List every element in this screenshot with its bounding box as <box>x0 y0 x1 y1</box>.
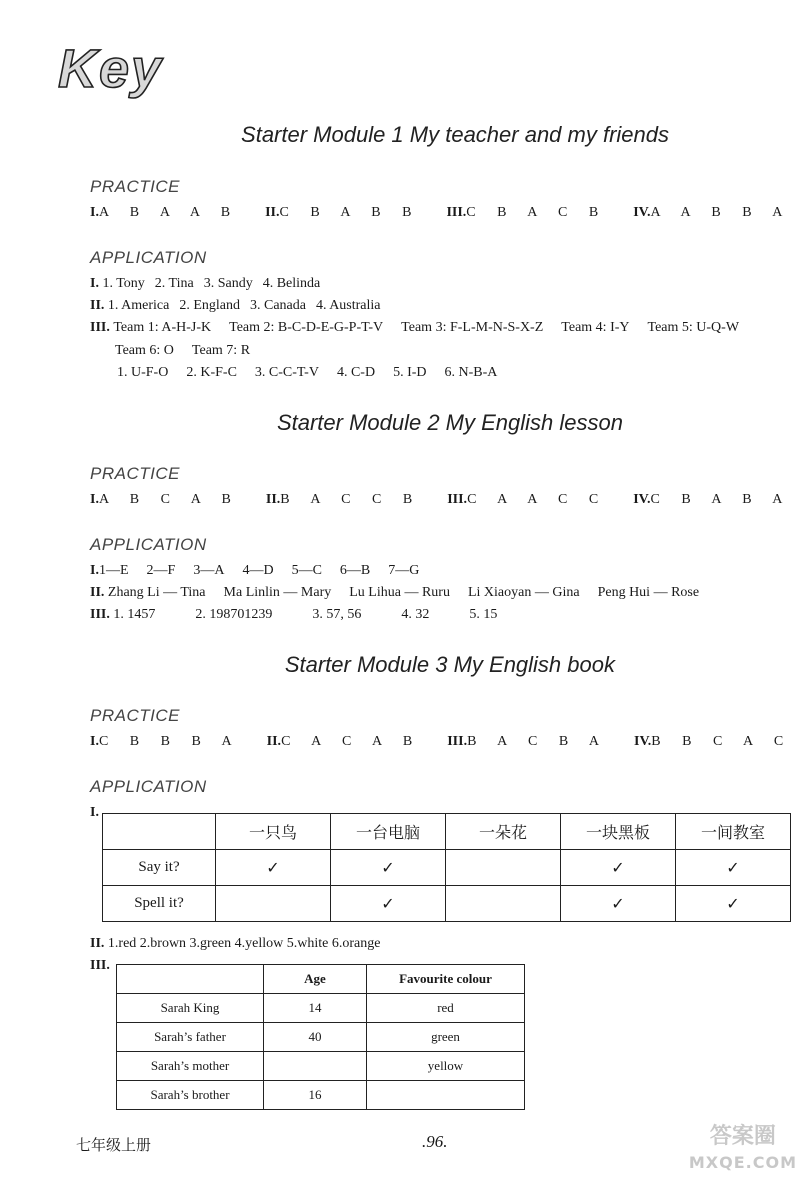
table-row <box>103 886 791 922</box>
m3-table2-num: III. <box>90 958 110 973</box>
m3-table1-num: I. <box>90 805 99 820</box>
table-row: Sarah King 14 red <box>117 994 525 1023</box>
table-header: Favourite colour <box>367 965 525 994</box>
check-mark: ✓ <box>676 886 791 922</box>
m2-app-ii: II. Zhang Li — Tina Ma Linlin — Mary Lu Lihua — Ruru Li Xiaoyan — Gina Peng Hui — Rose <box>90 585 700 600</box>
m1-app-iii-teams: III. Team 1: A-H-J-K Team 2: B-C-D-E-G-P-T-V Team 3: F-L-M-N-S-X-Z Team 4: I-Y Team 5: U-Q-W <box>90 320 740 335</box>
check-mark <box>446 886 561 922</box>
module-1-title: Starter Module 1 My teacher and my friends <box>241 122 669 147</box>
table-row <box>103 814 791 850</box>
m1-app-ii: II. 1. America 2. England 3. Canada 4. Australia <box>90 298 381 313</box>
table-row: Sarah’s father 40 green <box>117 1023 525 1052</box>
table-row: Sarah’s mother yellow <box>117 1052 525 1081</box>
grade-label: 七年级上册 <box>76 1136 152 1154</box>
table-row <box>103 850 791 886</box>
m1-app-iii-items: 1. U-F-O 2. K-F-C 3. C-C-T-V 4. C-D 5. I-D 6. N-B-A <box>117 365 498 380</box>
m3-practice-label: PRACTICE <box>90 706 180 725</box>
module-3-title: Starter Module 3 My English book <box>284 652 615 677</box>
check-mark: ✓ <box>216 850 331 886</box>
row-label: Say it? <box>103 850 216 886</box>
check-mark: ✓ <box>331 850 446 886</box>
m3-application-label: APPLICATION <box>90 777 207 796</box>
m1-app-iii-teams-2: Team 6: O Team 7: R <box>115 343 251 358</box>
m1-practice-label: PRACTICE <box>90 177 180 196</box>
table-row <box>117 965 525 994</box>
key-heading: Key <box>58 39 164 99</box>
m2-app-i: I.1—E 2—F 3—A 4—D 5—C 6—B 7—G <box>90 563 420 578</box>
m2-application-label: APPLICATION <box>90 535 207 554</box>
check-mark: ✓ <box>561 850 676 886</box>
m3-app-ii: II. 1.red 2.brown 3.green 4.yellow 5.white 6.orange <box>90 936 381 951</box>
m2-practice-answers: I.A B C A B II.B A C C B III.C A A C C IV.C B A B A <box>90 492 792 507</box>
table-header: 一只鸟 <box>216 814 331 850</box>
table-header: 一朵花 <box>446 814 561 850</box>
watermark-logo: 答案圈 MXQE.COM <box>688 1124 797 1172</box>
module-2-title: Starter Module 2 My English lesson <box>276 410 623 435</box>
check-mark: ✓ <box>561 886 676 922</box>
m1-application-label: APPLICATION <box>90 248 207 267</box>
row-label: Spell it? <box>103 886 216 922</box>
m2-practice-label: PRACTICE <box>90 464 180 483</box>
m1-practice-answers: I.A B A A B II.C B A B B III.C B A C B IV.A A B B A <box>90 205 792 220</box>
check-mark <box>216 886 331 922</box>
table-header: 一块黑板 <box>561 814 676 850</box>
say-spell-table <box>102 813 791 922</box>
sarah-family-table <box>116 964 525 1110</box>
check-mark: ✓ <box>331 886 446 922</box>
table-header: 一间教室 <box>676 814 791 850</box>
check-mark: ✓ <box>676 850 791 886</box>
table-header: 一台电脑 <box>331 814 446 850</box>
m3-practice-answers: I.C B B B A II.C A C A B III.B A C B A IV.B B C A C <box>90 734 793 749</box>
m2-app-iii: III. 1. 1457 2. 198701239 3. 57, 56 4. 32 5. 15 <box>90 607 498 622</box>
m1-app-i: I. 1. Tony 2. Tina 3. Sandy 4. Belinda <box>90 276 321 291</box>
table-header: Age <box>264 965 367 994</box>
table-row: Sarah’s brother 16 <box>117 1081 525 1110</box>
page-number: .96. <box>422 1132 448 1151</box>
check-mark <box>446 850 561 886</box>
